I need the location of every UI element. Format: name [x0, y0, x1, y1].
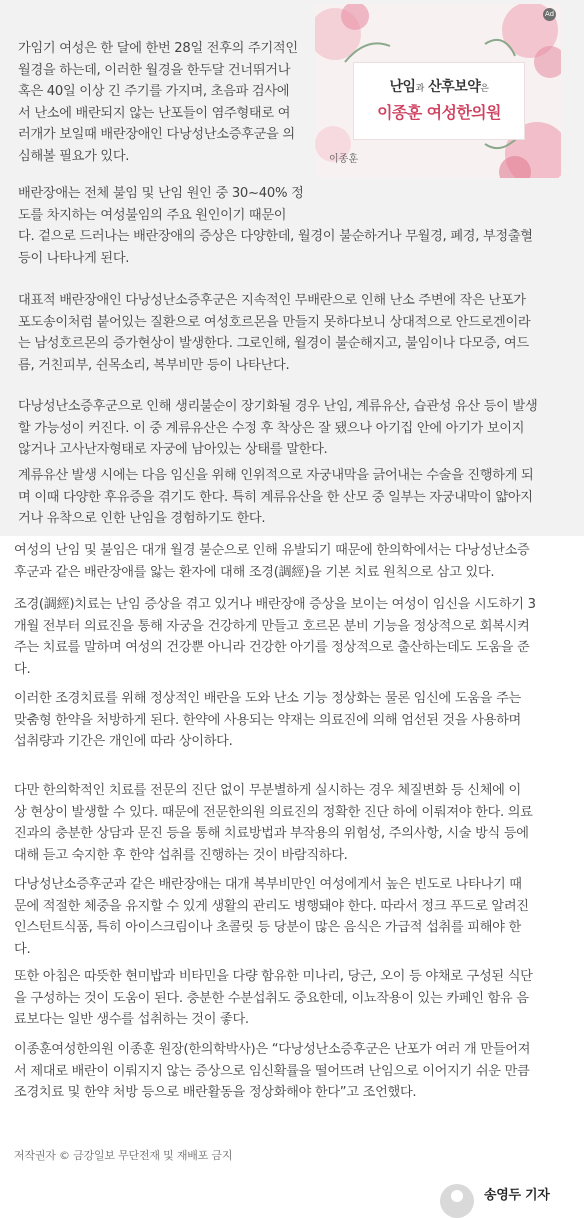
text-line: 등이 나타나게 된다. — [18, 250, 130, 266]
text-line: 포도송이처럼 붙어있는 질환으로 여성호르몬을 만들지 못하다보니 상대적으로 안드로겐이라 — [18, 314, 531, 330]
quote-paragraph — [14, 1039, 574, 1104]
text-line: 않거나 고사난자형태로 자궁에 남아있는 상태를 말한다. — [18, 442, 328, 457]
text-line: 맞춤형 한약을 처방하게 된다. 한약에 사용되는 약재는 의료진에 의해 엄선된 것을 사용하며 — [14, 712, 521, 728]
ad-headline-part: 난임 — [389, 79, 416, 95]
ad-clinic-name: 이종훈 여성한의원 — [377, 103, 501, 122]
text-line: 할 가능성이 커진다. 이 중 계류유산은 수정 후 착상은 잘 됐으나 아기집 안에 아기가 보이지 — [18, 420, 525, 436]
text-line: 주는 치료를 말하며 여성의 건강뿐 아니라 건강한 아기를 정상적으로 출산하는데도 도움을 준 — [14, 640, 530, 655]
text-line: 서 난소에 배란되지 않는 난포들이 염주형태로 여 — [18, 105, 291, 121]
ad-headline-part: 과 — [415, 84, 424, 94]
text-line: 월경을 하는데, 이러한 월경을 한두달 건너뛰거나 — [18, 62, 291, 78]
text-line: 다낭성난소증후군과 같은 배란장애는 대개 복부비만인 여성에게서 높은 빈도로 나타나기 때 — [14, 877, 522, 892]
text-line: 다. — [14, 941, 31, 957]
text-line: 다. — [14, 661, 31, 677]
text-line: 이종훈여성한의원 이종훈 원장(한의학박사)은 “다낭성난소증후군은 난포가 여러 개 만들어져 — [14, 1042, 531, 1057]
ad-card — [353, 62, 525, 140]
highlight-section — [0, 0, 584, 536]
ad-banner[interactable] — [315, 4, 561, 178]
text-line: 다낭성난소증후군으로 인해 생리불순이 장기화될 경우 난임, 계류유산, 습관성 유산 등이 발생 — [18, 399, 538, 414]
author-name[interactable]: 송영두 기자 — [484, 1188, 550, 1203]
text-line: 료보다는 일반 생수를 섭취하는 것이 좋다. — [14, 1012, 249, 1027]
text-line: 며 이때 다양한 후유증을 겪기도 한다. 특히 계류유산을 한 산모 중 일부는 자궁내막이 얇아지 — [18, 489, 533, 505]
text-line: 대해 듣고 숙지한 후 한약 섭취를 진행하는 것이 바람직하다. — [14, 847, 348, 863]
text-line: 또한 아침은 따뜻한 현미밥과 비타민을 다량 함유한 미나리, 당근, 오이 등 야채로 구성된 식단 — [14, 969, 533, 984]
text-line: 혹은 40일 이상 긴 주기를 가지며, 초음파 검사에 — [18, 84, 290, 99]
text-line: 는 남성호르몬의 증가현상이 발생한다. 그로인해, 월경이 불순해지고, 불임이나 다모증, 여드 — [18, 336, 529, 351]
text-line: 가임기 여성은 한 달에 한번 28일 전후의 주기적인 — [18, 41, 298, 56]
paragraph — [14, 688, 574, 753]
ad-headline-part: 산후보약 — [428, 79, 481, 95]
text-line: 섭취량과 기간은 개인에 따라 상이하다. — [14, 734, 233, 749]
ad-headline-part: 은 — [480, 84, 489, 94]
text-line: 심해볼 필요가 있다. — [18, 148, 130, 164]
copyright-notice: 저작권자 © 금강일보 무단전재 및 재배포 금지 — [14, 1149, 233, 1162]
text-line: 다. 겉으로 드러나는 배란장애의 증상은 다양한데, 월경이 불순하거나 무월경, 폐경, 부정출혈 — [18, 229, 533, 244]
text-line: 후군과 같은 배란장애를 앓는 환자에 대해 조경(調經)을 기본 치료 원칙으로 삼고 있다. — [14, 564, 495, 580]
paragraph — [18, 290, 568, 376]
intro-paragraph — [18, 38, 310, 167]
ad-logo: 이종훈 — [329, 154, 358, 165]
paragraph — [14, 780, 574, 866]
text-line: 문에 적절한 체중을 유지할 수 있게 생활의 관리도 병행돼야 한다. 따라서 정크 푸드로 알려진 — [14, 898, 529, 914]
paragraph — [18, 183, 533, 269]
paragraph — [18, 396, 568, 461]
text-line: 서 제대로 배란이 이뤄지지 않는 증상으로 임신확률을 떨어뜨려 난임으로 이어지기 쉬운 만큼 — [14, 1063, 530, 1079]
paragraph — [14, 594, 574, 680]
paragraph — [14, 540, 574, 583]
paragraph — [14, 874, 574, 960]
author-byline[interactable] — [440, 1182, 584, 1204]
text-line: 대표적 배란장애인 다낭성난소증후군은 지속적인 무배란으로 인해 난소 주변에 작은 난포가 — [18, 293, 526, 308]
text-line: 름, 거친피부, 쉰목소리, 복부비만 등이 나타난다. — [18, 357, 290, 373]
avatar-icon — [440, 1184, 474, 1218]
ad-headline — [354, 76, 524, 96]
text-line: 상 현상이 발생할 수 있다. 때문에 전문한의원 의료진의 정확한 진단 하에 이뤄져야 한다. 의료 — [14, 804, 533, 820]
text-line: 을 구성하는 것이 도움이 된다. 충분한 수분섭취도 중요한데, 이뇨작용이 있는 카페인 함유 음 — [14, 990, 529, 1006]
text-line: 배란장애는 전체 불임 및 난임 원인 중 30~40% 정 — [18, 186, 304, 201]
text-line: 인스턴트식품, 특히 아이스크림이나 초콜릿 등 당분이 많은 음식은 가급적 섭취를 피해야 한 — [14, 920, 521, 935]
paragraph — [18, 465, 568, 530]
text-line: 계류유산 발생 시에는 다음 임신을 위해 인위적으로 자궁내막을 긁어내는 수술을 진행하게 되 — [18, 468, 534, 483]
paragraph — [14, 966, 574, 1031]
text-line: 개월 전부터 의료진을 통해 자궁을 건강하게 만들고 호르몬 분비 기능을 정상적으로 회복시켜 — [14, 618, 530, 634]
text-line: 이러한 조경치료를 위해 정상적인 배란을 도와 난소 기능 정상화는 물론 임신에 도움을 주는 — [14, 691, 521, 706]
text-line: 러개가 보일때 배란장애인 다낭성난소증후군을 의 — [18, 127, 295, 142]
text-line: 도를 차지하는 여성불임의 주요 원인이기 때문이 — [18, 207, 287, 223]
text-line: 조경치료 및 한약 처방 등으로 배란활동을 정상화해야 한다”고 조언했다. — [14, 1085, 417, 1100]
text-line: 여성의 난임 및 불임은 대개 월경 불순으로 인해 유발되기 때문에 한의학에서는 다낭성난소증 — [14, 543, 530, 558]
ad-badge: Ad — [543, 8, 556, 21]
text-line: 조경(調經)치료는 난임 증상을 겪고 있거나 배란장애 증상을 보이는 여성이 임신을 시도하기 3 — [14, 597, 536, 612]
text-line: 거나 유착으로 인한 난임을 경험하기도 한다. — [18, 511, 266, 526]
text-line: 진과의 충분한 상담과 문진 등을 통해 치료방법과 부작용의 위험성, 주의사항, 시술 방식 등에 — [14, 826, 529, 841]
text-line: 다만 한의학적인 치료를 전문의 진단 없이 무분별하게 실시하는 경우 체질변화 등 신체에 이 — [14, 783, 521, 798]
